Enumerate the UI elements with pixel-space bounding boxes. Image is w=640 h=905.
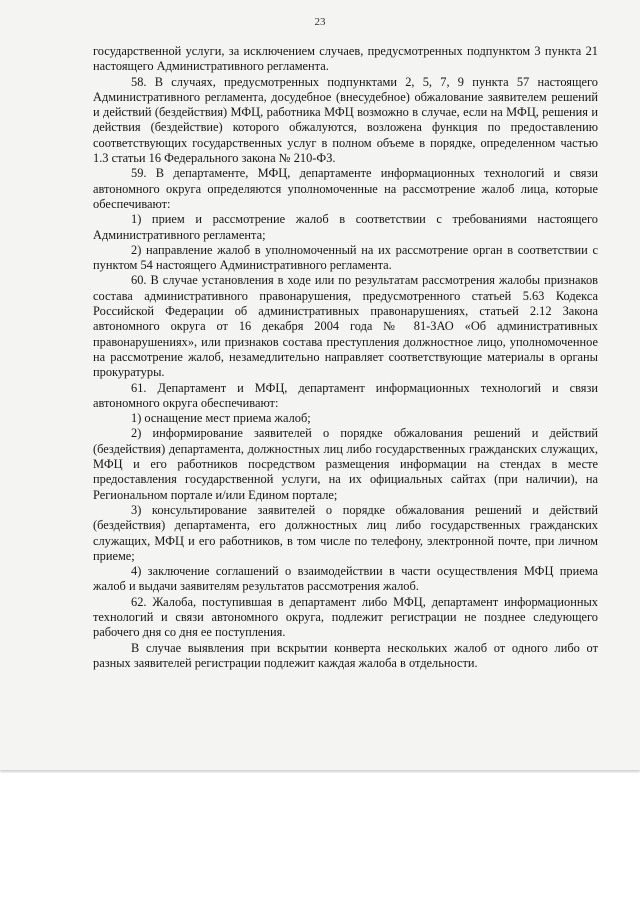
paragraph-61: 61. Департамент и МФЦ, департамент информационных технологий и связи автономного округа обеспечивают:	[93, 380, 598, 410]
paragraph-61-item-1: 1) оснащение мест приема жалоб;	[131, 411, 311, 426]
paragraph-59-item-2: 2) направление жалоб в уполномоченный на их рассмотрение орган в соответствии с пунктом 54 настоящего Административного регламента.	[93, 242, 598, 273]
paragraph-58: 58. В случаях, предусмотренных подпунктами 2, 5, 7, 9 пункта 57 настоящего Административного регламента, досудебное (внесудебное) обжалование заявителем решений и действий (бездействия) МФЦ, работника МФЦ возможно в случае, если на МФЦ, решения и действия (бездействие) которого обжалуются, возложена функция по предоставлению соответствующих государственных услуг в полном объеме в порядке, определенном частью 1.3 статьи 16 Федерального закона № 210-ФЗ.	[93, 74, 598, 166]
paragraph-62-envelope: В случае выявления при вскрытии конверта нескольких жалоб от одного либо от разных заявителей регистрации подлежит каждая жалоба в отдельности.	[93, 640, 598, 670]
paragraph-continuation: государственной услуги, за исключением случаев, предусмотренных подпунктом 3 пункта 21 настоящего Административного регламента.	[93, 44, 598, 74]
document-body	[93, 44, 598, 671]
page-number: 23	[314, 16, 326, 28]
paragraph-59-item-1: 1) прием и рассмотрение жалоб в соответствии с требованиями настоящего Административного регламента;	[93, 212, 598, 242]
paragraph-61-item-3: 3) консультирование заявителей о порядке обжалования решений и действий (бездействия) департамента, его должностных лиц либо государственных гражданских служащих, МФЦ и его работников, в том числе по телефону, электронной почте, при личном приеме;	[93, 502, 598, 563]
paragraph-62: 62. Жалоба, поступившая в департамент либо МФЦ, департамент информационных технологий и связи автономного округа, подлежит регистрации не позднее следующего рабочего дня со дня ее поступления.	[93, 594, 598, 640]
paragraph-60: 60. В случае установления в ходе или по результатам рассмотрения жалобы признаков состава административного правонарушения, предусмотренного статьей 5.63 Кодекса Российской Федерации об административных правонарушениях, статьей 2.12 Закона автономного округа от 16 декабря 2004 года № 81-ЗАО «Об административных правонарушениях», или признаков состава преступления должностное лицо, уполномоченное на рассмотрение жалоб, незамедлительно направляет соответствующие материалы в органы прокуратуры.	[93, 273, 598, 380]
paragraph-61-item-4: 4) заключение соглашений о взаимодействии в части осуществления МФЦ приема жалоб и выдачи заявителям результатов рассмотрения жалоб.	[93, 564, 598, 594]
paragraph-61-item-2: 2) информирование заявителей о порядке обжалования решений и действий (бездействия) департамента, должностных лиц либо государственных гражданских служащих, МФЦ и его работников посредством размещения информации на стендах в месте предоставления государственной услуги, на их официальных сайтах (при наличии), на Региональном портале и/или Едином портале;	[93, 426, 598, 502]
paragraph-59: 59. В департаменте, МФЦ, департаменте информационных технологий и связи автономного округа определяются уполномоченные на рассмотрение жалоб лица, которые обеспечивают:	[93, 166, 598, 211]
